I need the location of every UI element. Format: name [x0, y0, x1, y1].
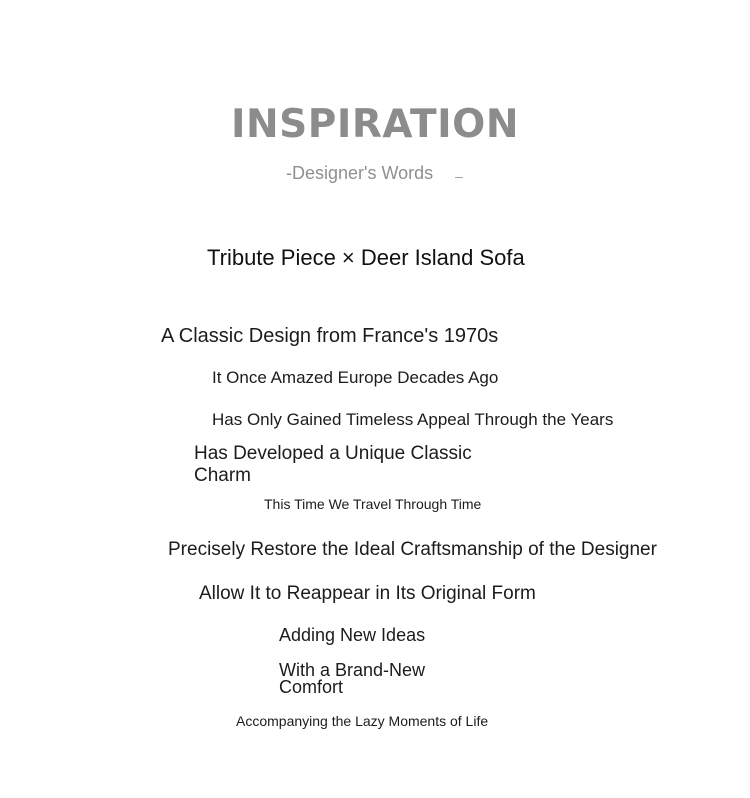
text-line: Has Developed a Unique Classic Charm — [194, 443, 472, 486]
text-line: With a Brand-New Comfort — [279, 660, 426, 697]
text-line: A Classic Design from France's 1970s — [161, 325, 499, 347]
page-subtitle: -Designer's Words — [286, 163, 434, 183]
text-line: Allow It to Reappear in Its Original Form — [199, 583, 536, 604]
page-title: INSPIRATION — [231, 102, 519, 147]
product-headline: Tribute Piece × Deer Island Sofa — [207, 245, 525, 270]
text-line: Has Only Gained Timeless Appeal Through the Years — [212, 410, 614, 429]
text-line: Adding New Ideas — [279, 625, 426, 645]
text-line: This Time We Travel Through Time — [264, 496, 482, 512]
text-line: It Once Amazed Europe Decades Ago — [212, 368, 499, 387]
subtitle-dash: – — [455, 168, 463, 184]
text-line: Precisely Restore the Ideal Craftsmanship of the Designer — [168, 539, 657, 560]
text-line: Accompanying the Lazy Moments of Life — [236, 713, 489, 729]
